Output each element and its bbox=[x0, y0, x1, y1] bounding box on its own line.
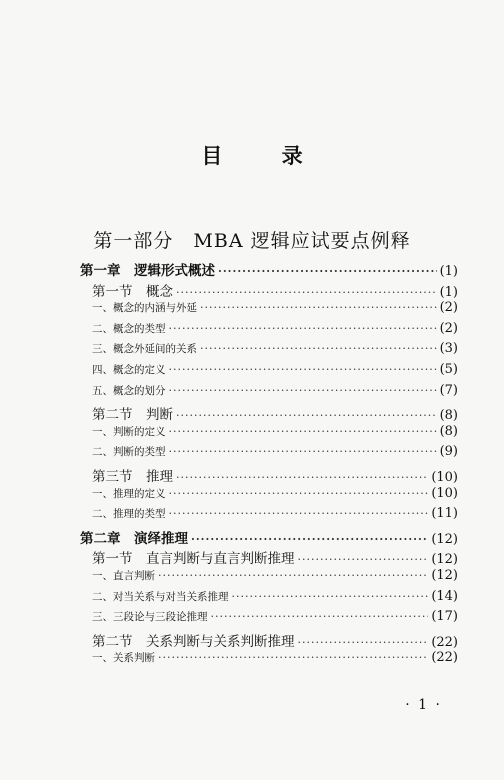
footer-page-number: · 1 · bbox=[405, 697, 442, 713]
toc-entry-item bbox=[80, 341, 458, 362]
toc-entry-item bbox=[80, 444, 458, 465]
toc-entry-item bbox=[80, 568, 458, 589]
toc-entry-page-number: (8) bbox=[439, 423, 458, 439]
toc-entry-page-number: (14) bbox=[431, 588, 458, 604]
dot-leader bbox=[176, 471, 428, 484]
toc-entry-item bbox=[80, 321, 458, 342]
dot-leader bbox=[169, 322, 437, 335]
toc-entry-item bbox=[80, 506, 458, 527]
dot-leader bbox=[200, 342, 437, 355]
dot-leader bbox=[169, 445, 437, 458]
toc-entry-page-number: (17) bbox=[431, 609, 458, 625]
toc-entry-label: 一、关系判断 bbox=[92, 652, 155, 665]
dot-leader bbox=[176, 286, 437, 299]
toc-entry-page-number: (10) bbox=[431, 469, 458, 485]
toc-entry-label: 五、概念的划分 bbox=[92, 384, 166, 397]
toc-entry-page-number: (12) bbox=[431, 531, 458, 547]
toc-entry-label: 一、概念的内涵与外延 bbox=[92, 302, 197, 315]
toc-entry-label: 第二节 关系判断与关系判断推理 bbox=[92, 633, 295, 650]
toc-entry-item bbox=[80, 486, 458, 507]
toc-entry-label: 第二节 判断 bbox=[92, 407, 173, 424]
dot-leader bbox=[211, 610, 429, 623]
table-of-contents bbox=[80, 259, 458, 671]
dot-leader bbox=[298, 636, 429, 649]
toc-entry-page-number: (7) bbox=[439, 382, 458, 398]
toc-entry-item bbox=[80, 300, 458, 321]
dot-leader bbox=[158, 569, 428, 582]
toc-entry-label: 三、概念外延间的关系 bbox=[92, 343, 197, 356]
toc-entry-label: 一、判断的定义 bbox=[92, 425, 166, 438]
toc-entry-chapter bbox=[80, 259, 458, 280]
toc-entry-item bbox=[80, 424, 458, 445]
toc-entry-item bbox=[80, 383, 458, 404]
toc-entry-label: 第一节 直言判断与直言判断推理 bbox=[92, 551, 295, 568]
dot-leader bbox=[191, 533, 428, 546]
dot-leader bbox=[200, 301, 437, 314]
toc-entry-page-number: (9) bbox=[439, 444, 458, 460]
toc-entry-page-number: (22) bbox=[431, 634, 458, 650]
toc-entry-page-number: (12) bbox=[431, 552, 458, 568]
toc-entry-page-number: (22) bbox=[431, 650, 458, 666]
part-heading: 第一部分 MBA 逻辑应试要点例释 bbox=[93, 230, 411, 252]
toc-entry-item bbox=[80, 589, 458, 610]
toc-entry-item bbox=[80, 609, 458, 630]
toc-entry-label: 四、概念的定义 bbox=[92, 363, 166, 376]
toc-entry-label: 二、推理的类型 bbox=[92, 508, 166, 521]
page-title: 目 录 bbox=[201, 143, 329, 168]
toc-entry-label: 二、概念的类型 bbox=[92, 322, 166, 335]
dot-leader bbox=[232, 590, 429, 603]
toc-entry-label: 第一章 逻辑形式概述 bbox=[80, 263, 215, 279]
dot-leader bbox=[158, 651, 428, 664]
toc-entry-page-number: (3) bbox=[439, 341, 458, 357]
toc-entry-page-number: (1) bbox=[439, 264, 458, 279]
toc-entry-page-number: (8) bbox=[439, 408, 458, 424]
toc-entry-label: 第二章 演绎推理 bbox=[80, 530, 188, 547]
toc-entry-section bbox=[80, 403, 458, 424]
toc-entry-label: 第三节 推理 bbox=[92, 468, 173, 485]
dot-leader bbox=[218, 265, 437, 278]
toc-entry-label: 二、对当关系与对当关系推理 bbox=[92, 590, 229, 603]
toc-entry-section bbox=[80, 547, 458, 568]
toc-entry-page-number: (5) bbox=[439, 361, 458, 377]
toc-entry-page-number: (12) bbox=[431, 567, 458, 583]
toc-entry-section bbox=[80, 630, 458, 651]
toc-entry-label: 一、推理的定义 bbox=[92, 487, 166, 500]
dot-leader bbox=[169, 363, 437, 376]
toc-entry-chapter bbox=[80, 527, 458, 548]
toc-entry-page-number: (1) bbox=[439, 284, 458, 300]
toc-entry-page-number: (10) bbox=[431, 485, 458, 501]
dot-leader bbox=[169, 425, 437, 438]
dot-leader bbox=[176, 409, 437, 422]
toc-entry-label: 二、判断的类型 bbox=[92, 446, 166, 459]
toc-entry-item bbox=[80, 362, 458, 383]
dot-leader bbox=[169, 384, 437, 397]
dot-leader bbox=[298, 553, 429, 566]
toc-entry-label: 一、直言判断 bbox=[92, 569, 155, 582]
toc-entry-label: 第一节 概念 bbox=[92, 283, 173, 300]
toc-entry-label: 三、三段论与三段论推理 bbox=[92, 611, 208, 624]
dot-leader bbox=[169, 487, 429, 500]
toc-entry-page-number: (2) bbox=[439, 300, 458, 316]
toc-entry-section bbox=[80, 465, 458, 486]
toc-entry-page-number: (2) bbox=[439, 320, 458, 336]
toc-entry-item bbox=[80, 650, 458, 671]
toc-entry-page-number: (11) bbox=[431, 506, 458, 522]
dot-leader bbox=[169, 507, 429, 520]
toc-entry-section bbox=[80, 280, 458, 301]
